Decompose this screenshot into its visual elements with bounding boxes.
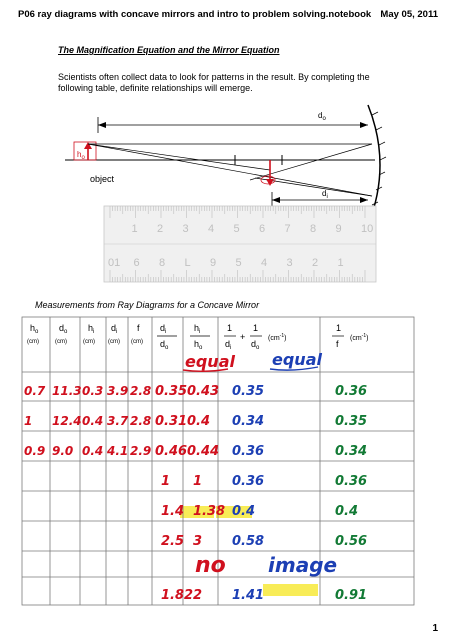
table-cell: 4.1 [107, 444, 129, 458]
page-number: 1 [432, 623, 438, 634]
ruler-number-flipped: L [184, 257, 191, 269]
ruler-number-flipped: 3 [286, 257, 293, 269]
page-header [18, 9, 438, 20]
table-cell: image [268, 553, 338, 577]
ruler-number-flipped: 6 [133, 257, 140, 269]
di-label: $d_i$ [322, 189, 328, 200]
header-inv-do-num: 1 [253, 323, 259, 333]
header-inv-di-num: 1 [227, 323, 233, 333]
table-cell: 0.34 [335, 444, 368, 459]
table-cell: 0.56 [335, 534, 368, 549]
header-di-over-do-den: $d_o$ [160, 339, 169, 351]
table-title: Measurements from Ray Diagrams for a Concave Mirror [35, 300, 260, 310]
ruler-number-flipped: 01 [108, 257, 121, 269]
ruler-number-flipped: 8 [159, 257, 166, 269]
notebook-title: P06 ray diagrams with concave mirrors and intro to problem solving.notebook [18, 9, 372, 20]
ray-diagram [0, 100, 452, 290]
table-cell: 0.91 [335, 588, 368, 603]
table-cell: 12.4 [52, 414, 82, 428]
header-do: $d_o$ [59, 323, 68, 335]
table-cell: 1 [161, 474, 171, 489]
ruler-number-flipped: 5 [235, 257, 242, 269]
header-inv-do-den: $d_o$ [251, 339, 260, 351]
table-cell: 0.4 [335, 504, 359, 519]
header-do-unit: (cm) [55, 339, 67, 345]
table-cell: 0.36 [335, 384, 368, 399]
table-cell: 0.4 [82, 444, 104, 458]
table-cell: 0.4 [187, 414, 211, 429]
table-cell: 0.36 [335, 474, 368, 489]
table-cell: 0.36 [232, 444, 265, 459]
header-inv-f-num: 1 [336, 323, 342, 333]
table-cell: 0.36 [232, 474, 265, 489]
ruler-number: 10 [361, 223, 374, 235]
ruler-number: 8 [310, 223, 317, 235]
ho-label: $h_o$ [77, 150, 85, 161]
ruler-number: 2 [157, 223, 164, 235]
table-headers [27, 323, 368, 351]
measurement-table [0, 315, 452, 615]
object-label: object [90, 174, 115, 184]
header-di-unit: (cm) [108, 339, 120, 345]
header-hi-over-ho-den: $h_o$ [194, 339, 203, 351]
table-cell: 0.35 [232, 384, 265, 399]
intro-text: Scientists often collect data to look for patterns in the result. By completing the following table, definite relationships will emerge. [58, 72, 370, 93]
ruler-number: 6 [259, 223, 266, 235]
header-ho-unit: (cm) [27, 339, 39, 345]
table-cell: 0.3 [82, 384, 104, 398]
table-cell: 1.41 [232, 588, 265, 603]
ruler-number-flipped: 9 [210, 257, 217, 269]
table-cell: 2 [193, 588, 203, 603]
rays [88, 144, 372, 196]
ruler-number: 3 [182, 223, 189, 235]
table-cell: 2.9 [130, 444, 152, 458]
equal-note-magnification: equal [185, 352, 235, 371]
table-cell: no [195, 553, 226, 578]
table-cell: 1 [24, 414, 33, 428]
table-cell: 0.4 [232, 504, 256, 519]
table-cell: 2.8 [130, 414, 152, 428]
header-f: f [137, 323, 140, 333]
table-cell: 0.31 [155, 414, 188, 429]
header-hi-over-ho-num: $h_i$ [194, 323, 201, 335]
header-unit-inv-1: $(cm^{-1})$ [268, 333, 287, 342]
header-inv-f-den: f [336, 339, 339, 349]
mirror-hatching [372, 112, 386, 205]
table-cell: 0.46 [155, 444, 188, 459]
equal-note-mirror: equal [272, 350, 322, 369]
header-di-over-do-num: $d_i$ [160, 323, 167, 335]
table-cell: 3.7 [107, 414, 129, 428]
ruler-number: 7 [284, 223, 291, 235]
ruler-number-flipped: 2 [312, 257, 319, 269]
table-cell: 0.43 [187, 384, 220, 399]
ruler-number: 9 [335, 223, 342, 235]
header-unit-inv-2: $(cm^{-1})$ [350, 333, 369, 342]
table-cell: 3.9 [107, 384, 129, 398]
header-f-unit: (cm) [131, 339, 143, 345]
header-plus: + [240, 332, 246, 342]
table-cell: 1.38 [193, 504, 226, 519]
table-cell: 11.3 [52, 384, 82, 398]
table-cell: 0.44 [187, 444, 220, 459]
table-cell: 2.5 [161, 534, 185, 549]
table-cell: 0.58 [232, 534, 265, 549]
table-cell: 0.34 [232, 414, 265, 429]
do-label: $d_o$ [318, 111, 326, 122]
header-ho: $h_o$ [30, 323, 39, 335]
header-hi-unit: (cm) [83, 339, 95, 345]
ruler-number: 4 [208, 223, 215, 235]
notebook-date: May 05, 2011 [380, 9, 438, 20]
table-cell: 1.82 [161, 588, 194, 603]
table-cell: 0.9 [24, 444, 46, 458]
table-cell: 3 [193, 534, 203, 549]
table-cell: 0.7 [24, 384, 46, 398]
ruler-number-flipped: 4 [261, 257, 268, 269]
ruler [104, 206, 376, 282]
section-title: The Magnification Equation and the Mirror Equation [58, 45, 280, 55]
table-cell: 9.0 [52, 444, 74, 458]
do-arrow-left [98, 122, 106, 128]
table-cell: 1 [193, 474, 203, 489]
table-cell: 0.4 [82, 414, 104, 428]
table-cell: 0.35 [335, 414, 368, 429]
ruler-number: 1 [131, 223, 138, 235]
table-cell: 0.35 [155, 384, 188, 399]
header-inv-di-den: $d_i$ [225, 339, 232, 351]
table-cell: 1.4 [161, 504, 185, 519]
table-cell: 2.8 [130, 384, 152, 398]
header-hi: $h_i$ [88, 323, 95, 335]
ruler-number: 5 [233, 223, 240, 235]
do-arrow-right [360, 122, 368, 128]
header-di: $d_i$ [111, 323, 118, 335]
ruler-number-flipped: 1 [337, 257, 344, 269]
